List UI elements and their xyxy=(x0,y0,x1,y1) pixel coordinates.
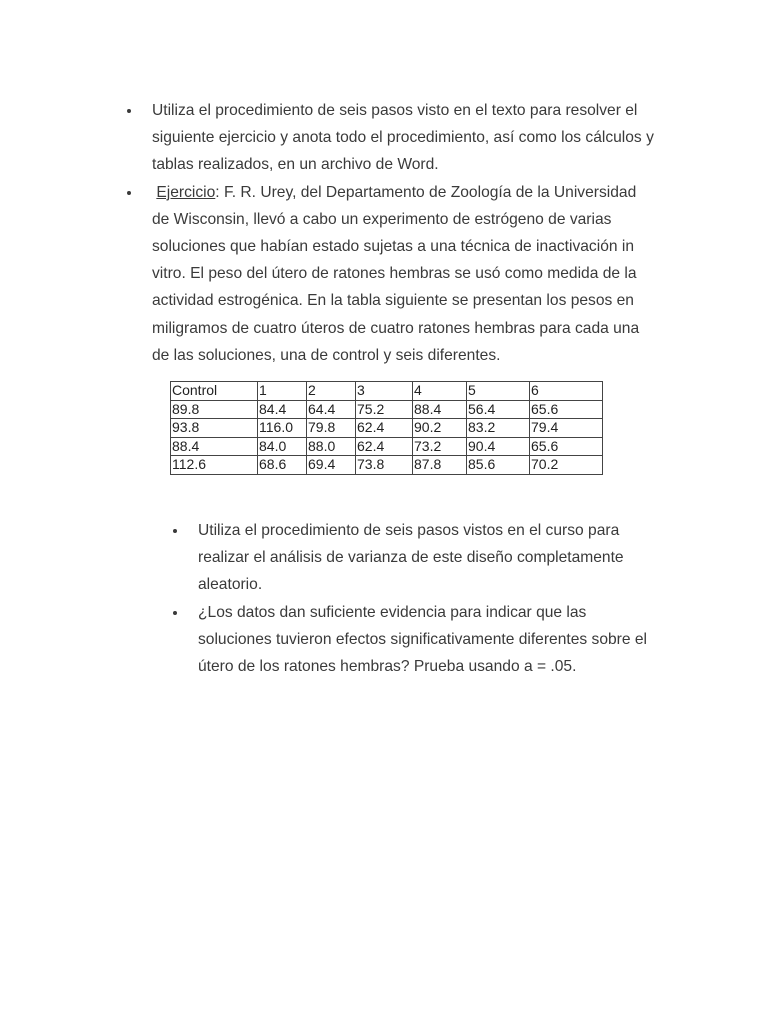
bullet-icon xyxy=(127,191,131,195)
exercise-bullet xyxy=(124,179,664,369)
table-cell: 79.8 xyxy=(307,419,356,438)
table-cell: 87.8 xyxy=(413,456,467,475)
header-cell: 3 xyxy=(356,382,413,401)
table-cell: 90.4 xyxy=(467,437,530,456)
table-cell: 65.6 xyxy=(530,437,603,456)
table-cell: 84.4 xyxy=(258,400,307,419)
text-line: de Wisconsin, llevó a cabo un experimento de estrógeno de varias xyxy=(152,210,612,228)
table-cell: 62.4 xyxy=(356,419,413,438)
text-line: soluciones tuvieron efectos significativamente diferentes sobre el xyxy=(198,630,647,648)
table-cell: 56.4 xyxy=(467,400,530,419)
text-line: útero de los ratones hembras? Prueba usando a = .05. xyxy=(198,658,577,676)
table-cell: 89.8 xyxy=(171,400,258,419)
table-cell: 62.4 xyxy=(356,437,413,456)
table-cell: 64.4 xyxy=(307,400,356,419)
table-cell: 93.8 xyxy=(171,419,258,438)
instructions-list xyxy=(124,97,664,369)
text-line: : F. R. Urey, del Departamento de Zoología de la Universidad xyxy=(215,183,637,201)
table-row xyxy=(171,419,603,438)
table-cell: 88.4 xyxy=(413,400,467,419)
table-cell: 88.4 xyxy=(171,437,258,456)
table-cell: 84.0 xyxy=(258,437,307,456)
question-bullet-1 xyxy=(170,517,650,599)
bullet-icon xyxy=(127,109,131,113)
table-row xyxy=(171,437,603,456)
instruction-bullet-1 xyxy=(124,97,664,179)
table-cell: 75.2 xyxy=(356,400,413,419)
table-cell: 88.0 xyxy=(307,437,356,456)
text-line: aleatorio. xyxy=(198,576,263,594)
text-line: Utiliza el procedimiento de seis pasos vistos en el curso para xyxy=(198,522,620,539)
header-cell: 5 xyxy=(467,382,530,401)
text-line: de las soluciones, una de control y seis diferentes. xyxy=(152,346,501,364)
table-cell: 83.2 xyxy=(467,419,530,438)
table-cell: 112.6 xyxy=(171,456,258,475)
weights-table xyxy=(170,381,603,475)
table-cell: 73.2 xyxy=(413,437,467,456)
text-line: realizar el análisis de varianza de este diseño completamente xyxy=(198,549,624,567)
header-cell: 2 xyxy=(307,382,356,401)
table-cell: 73.8 xyxy=(356,456,413,475)
text-line: actividad estrogénica. En la tabla siguiente se presentan los pesos en xyxy=(152,292,634,310)
table-cell: 116.0 xyxy=(258,419,307,438)
questions-list xyxy=(170,517,650,680)
bullet-icon xyxy=(173,611,177,615)
text-line: tablas realizados, en un archivo de Word. xyxy=(152,156,439,174)
header-cell: 4 xyxy=(413,382,467,401)
text-line: vitro. El peso del útero de ratones hembras se usó como medida de la xyxy=(152,265,637,283)
header-cell: 6 xyxy=(530,382,603,401)
table-cell: 68.6 xyxy=(258,456,307,475)
text-line: siguiente ejercicio y anota todo el procedimiento, así como los cálculos y xyxy=(152,129,654,147)
text-line: miligramos de cuatro úteros de cuatro ratones hembras para cada una xyxy=(152,319,640,337)
table-cell: 90.2 xyxy=(413,419,467,438)
header-cell: 1 xyxy=(258,382,307,401)
table-header-row xyxy=(171,382,603,401)
bullet-icon xyxy=(173,529,177,533)
question-bullet-2 xyxy=(170,599,650,681)
table-cell: 85.6 xyxy=(467,456,530,475)
table-cell: 69.4 xyxy=(307,456,356,475)
text-line: ¿Los datos dan suficiente evidencia para indicar que las xyxy=(198,603,587,621)
text-line: Utiliza el procedimiento de seis pasos visto en el texto para resolver el xyxy=(152,102,638,119)
header-cell: Control xyxy=(171,382,258,401)
exercise-label: Ejercicio xyxy=(156,183,216,201)
table-cell: 65.6 xyxy=(530,400,603,419)
table-row xyxy=(171,400,603,419)
table-row xyxy=(171,456,603,475)
table-cell: 79.4 xyxy=(530,419,603,438)
text-line: soluciones que habían estado sujetas a una técnica de inactivación in xyxy=(152,238,635,256)
table-cell: 70.2 xyxy=(530,456,603,475)
